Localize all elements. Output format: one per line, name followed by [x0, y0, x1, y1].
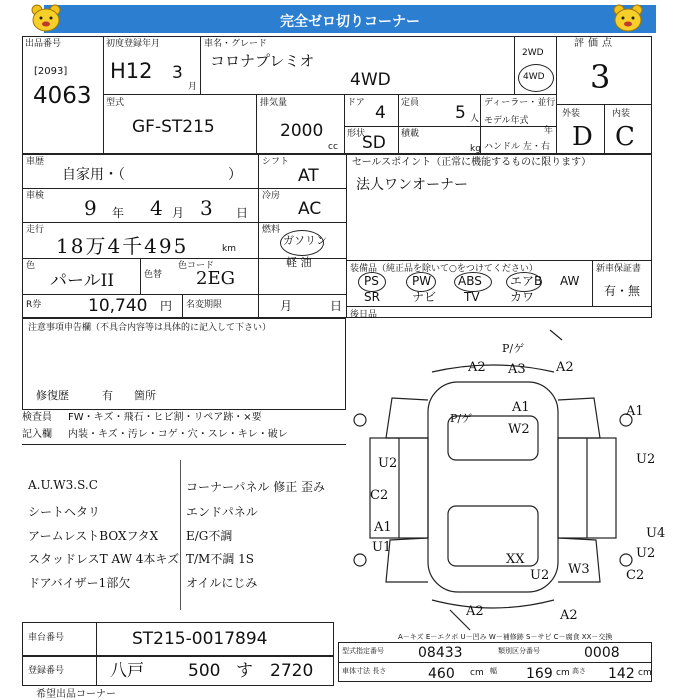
- mark-pg-left: P/ゲ: [450, 412, 473, 425]
- mileage-unit: km: [222, 244, 236, 254]
- exterior-score: D: [572, 122, 593, 152]
- equipment-label: 装備品（純正品を除いて○をつけてください）: [350, 264, 538, 274]
- mark-u2-trunk: U2: [530, 568, 550, 583]
- aircon-value: AC: [298, 199, 322, 219]
- mark-u2-right-low: U2: [636, 546, 656, 561]
- repair-label: 修復歴: [36, 389, 69, 402]
- dims-length-unit: cm: [470, 668, 484, 678]
- equipment-tv: TV: [464, 290, 480, 304]
- car-grade: 4WD: [350, 70, 391, 90]
- fuel-gas: ガソリン: [283, 234, 327, 247]
- note-right-0: コーナーパネル 修正 歪み: [186, 480, 326, 494]
- mark-a1-hood: A1: [512, 400, 530, 415]
- dims-length: 460: [428, 666, 455, 682]
- note-left-2: アームレストBOXフタX: [28, 529, 159, 543]
- inspector-items: FW・キズ・飛石・ヒビ割・リペア跡・×要: [68, 412, 262, 423]
- sales-point-value: 法人ワンオーナー: [356, 177, 468, 193]
- load-label: 積載: [401, 129, 420, 139]
- inspection-day-unit: 日: [236, 206, 249, 220]
- bear-mascot-right-icon: [612, 3, 644, 33]
- equipment-abs: ABS: [458, 274, 482, 288]
- mark-w2-hood: W2: [508, 422, 530, 437]
- mark-u1-left: U1: [372, 540, 392, 555]
- corner-title: 完全ゼロ切りコーナー: [280, 14, 420, 30]
- model-year-label: モデル年式: [484, 116, 529, 126]
- seats-value: 5: [455, 103, 466, 123]
- entry-label: 記入欄: [22, 429, 52, 440]
- equip-pw-circle: [406, 272, 436, 292]
- mark-a2-top-right: A2: [556, 360, 574, 375]
- mark-a2-bottom-right: A2: [560, 608, 578, 623]
- chassis-value: ST215-0017894: [132, 629, 268, 649]
- dealer-label: ディーラー・並行: [484, 98, 556, 108]
- cert-label: 型式指定番号: [342, 647, 384, 655]
- mark-pg-top: P/ゲ: [502, 342, 525, 355]
- mileage-value: 18万4千495: [56, 234, 189, 258]
- doors-value: 4: [375, 103, 386, 123]
- shape-value: SD: [362, 133, 386, 153]
- plate-kana: す: [236, 661, 253, 681]
- registration-month-unit: 月: [188, 82, 198, 92]
- displacement-value: 2000: [280, 121, 324, 141]
- mark-xx-trunk: XX: [506, 552, 525, 567]
- mark-c2-left: C2: [370, 488, 389, 503]
- recycle-value: 10,740: [88, 296, 148, 316]
- inspection-day: 3: [200, 196, 213, 220]
- bear-mascot-left-icon: [30, 3, 62, 33]
- equipment-navi: ナビ: [412, 290, 437, 304]
- model-label: 型式: [106, 98, 125, 108]
- warranty-value: 有・無: [604, 284, 641, 298]
- drive-2wd: 2WD: [522, 48, 544, 58]
- car-name: コロナプレミオ: [210, 52, 315, 70]
- model-year-unit: 年: [544, 126, 554, 136]
- note-right-4: オイルにじみ: [186, 576, 258, 590]
- notes-label: 注意事項申告欄（不具合内容等は具体的に記入して下さい）: [28, 323, 272, 333]
- registration-era: H12: [110, 59, 153, 83]
- mark-u2-right: U2: [636, 452, 656, 467]
- registration-month: 3: [172, 63, 183, 83]
- note-left-3: スタッドレスT AW 4本キズ: [28, 552, 180, 566]
- footer-label: 希望出品コーナー: [36, 689, 116, 700]
- note-left-0: A.U.W3.S.C: [28, 478, 98, 492]
- seats-label: 定員: [401, 98, 420, 108]
- lot-label: 出品番号: [25, 39, 62, 49]
- equipment-ps: PS: [364, 274, 379, 288]
- name-change-day: 日: [330, 299, 343, 313]
- drive-4wd: 4WD: [523, 72, 545, 82]
- dims-height-unit: cm: [638, 668, 652, 678]
- dims-width: 169: [526, 666, 553, 682]
- name-change-label: 名変期限: [186, 300, 223, 310]
- interior-score: C: [615, 122, 635, 152]
- color-code-label: 色コード: [178, 261, 215, 271]
- load-unit: kg: [470, 144, 481, 154]
- mark-u4-right: U4: [646, 526, 666, 541]
- shift-label: シフト: [262, 157, 290, 167]
- dims-length-label: 車体寸法 長さ: [342, 667, 387, 675]
- note-right-1: エンドパネル: [186, 505, 258, 519]
- shape-label: 形状: [347, 129, 366, 139]
- recycle-label: R券: [26, 300, 42, 310]
- mark-a1-left: A1: [374, 520, 392, 535]
- chassis-label: 車台番号: [28, 633, 65, 643]
- inspection-label: 車検: [26, 191, 45, 201]
- fuel-label: 燃料: [262, 225, 281, 235]
- diagram-legend: A－キズ E－エクボ U－凹み W－補修跡 S－サビ C－腐食 XX－交換: [398, 633, 613, 641]
- dims-height: 142: [608, 666, 635, 682]
- equipment-pw: PW: [412, 274, 432, 288]
- usage-value: 自家用・（: [62, 167, 125, 183]
- dims-height-label: 高さ: [572, 667, 586, 675]
- mark-a2-top-left: A2: [468, 360, 486, 375]
- repair-has: 有: [102, 389, 113, 402]
- top-block: [22, 36, 652, 154]
- sales-point-label: セールスポイント（正常に機能するものに限ります）: [352, 157, 592, 168]
- plate-label: 登録番号: [28, 666, 65, 676]
- note-right-2: E/G不調: [186, 529, 233, 543]
- inspection-month-unit: 月: [172, 206, 185, 220]
- entry-items: 内装・キズ・汚レ・コゲ・穴・スレ・キレ・破レ: [68, 429, 288, 440]
- equipment-aw: AW: [560, 274, 580, 288]
- plate-class: 500: [188, 661, 221, 681]
- registration-label: 初度登録年月: [106, 39, 161, 49]
- color-tone-label: 色替: [144, 270, 163, 280]
- plate-number: 2720: [270, 661, 314, 681]
- grade-score-label: 評価点: [574, 38, 616, 49]
- repair-place: 箇所: [134, 389, 156, 402]
- rear-seat-label: 後日品: [350, 310, 378, 320]
- note-left-4: ドアバイザー1部欠: [28, 576, 131, 590]
- recycle-unit: 円: [160, 299, 173, 313]
- note-right-3: T/M不調 1S: [186, 552, 255, 566]
- mileage-label: 走行: [26, 225, 45, 235]
- fuel-diesel: 軽 油: [286, 256, 312, 269]
- dims-width-label: 幅: [490, 667, 497, 675]
- grade-score: 3: [590, 58, 611, 96]
- displacement-unit: cc: [328, 142, 338, 152]
- car-damage-diagram: [350, 320, 652, 632]
- equipment-sr: SR: [364, 290, 380, 304]
- shift-value: AT: [298, 166, 319, 186]
- handle-label: ハンドル 左・右: [484, 142, 550, 152]
- color-value: パールII: [50, 271, 115, 291]
- mark-a1-right: A1: [626, 404, 644, 419]
- lot-sub: [2093]: [34, 66, 68, 77]
- inspection-year-unit: 年: [112, 206, 125, 220]
- note-left-1: シートヘタリ: [28, 505, 101, 519]
- mark-a3-top: A3: [508, 362, 526, 377]
- usage-close: ）: [228, 167, 242, 183]
- aircon-label: 冷房: [262, 191, 281, 201]
- cert-cat-label: 類別区分番号: [498, 647, 540, 655]
- exterior-label: 外装: [562, 109, 581, 119]
- usage-label: 車歴: [26, 157, 45, 167]
- inspection-month: 4: [150, 196, 163, 220]
- inspector-label: 検査員: [22, 412, 52, 423]
- equip-ps-circle: [358, 272, 386, 292]
- mark-c2-right: C2: [626, 568, 645, 583]
- displacement-label: 排気量: [260, 98, 288, 108]
- corner-header: [44, 5, 656, 33]
- interior-label: 内装: [612, 109, 631, 119]
- mark-w3-right: W3: [568, 562, 590, 577]
- model-value: GF-ST215: [132, 117, 215, 137]
- lot-number: 4063: [33, 83, 92, 109]
- equipment-leather: カワ: [510, 290, 535, 304]
- cert-value: 08433: [418, 645, 463, 661]
- equip-abs-circle: [454, 272, 492, 292]
- equip-airbag-circle: [506, 272, 542, 292]
- color-code: 2EG: [196, 268, 235, 289]
- seats-unit: 人: [470, 114, 480, 124]
- equipment-airbag: エアB: [510, 274, 543, 288]
- name-label: 車名・グレード: [204, 39, 268, 49]
- plate-area: 八戸: [110, 661, 144, 681]
- dims-width-unit: cm: [556, 668, 570, 678]
- mark-u2-left: U2: [378, 456, 398, 471]
- name-change-unit: 月: [280, 299, 293, 313]
- cert-cat-value: 0008: [584, 645, 620, 661]
- inspection-year: 9: [84, 196, 97, 220]
- mark-a2-bottom-left: A2: [466, 604, 484, 619]
- color-label: 色: [26, 261, 36, 271]
- doors-label: ドア: [347, 98, 365, 108]
- warranty-label: 新車保証書: [596, 264, 642, 274]
